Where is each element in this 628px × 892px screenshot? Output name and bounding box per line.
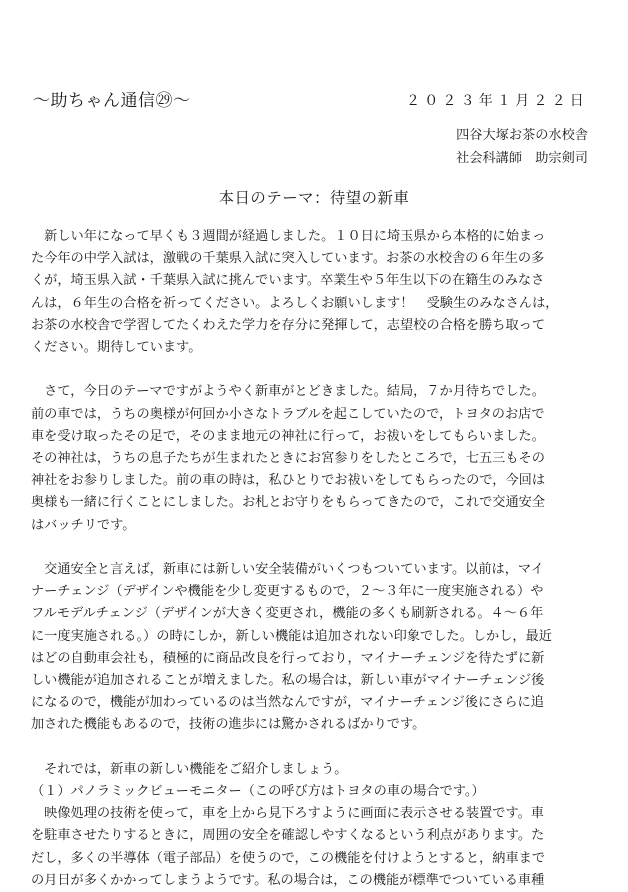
text-line: 新しい年になって早くも３週間が経過しました。１０日に埼玉県から本格的に始まっ — [31, 229, 546, 244]
text-line: 交通安全と言えば，新車には新しい安全装備がいくつもついています。以前は，マイ — [31, 562, 544, 578]
text-line: はどの自動車会社も，積極的に商品改良を行っており，マイナーチェンジを待たずに新 — [31, 650, 545, 666]
school-name: 四谷大塚お茶の水校舎 — [456, 128, 588, 143]
text-line: の月日が多くかかってしまうようです。私の場合は，この機能が標準でついている車種 — [31, 872, 545, 888]
text-line: フルモデルチェンジ（デザインが大きく変更され，機能の多くも刷新される。４～６年 — [31, 606, 544, 622]
text-line: だし，多くの半導体（電子部品）を使うので，この機能を付けようとすると，納車まで — [31, 850, 546, 866]
text-line: その神社は，うちの息子たちが生まれたときにお宮参りをしたところで，七五三もその — [31, 451, 545, 467]
text-line: 加された機能もあるので，技術の進歩には驚かされるばかりです。 — [31, 717, 426, 733]
paragraph-intro — [31, 226, 601, 359]
text-line: 映像処理の技術を使って，車を上から見下ろすように画面に表示させる装置です。車 — [31, 806, 544, 822]
author-block — [456, 124, 588, 170]
newsletter-title: ～助ちゃん通信㉙～ — [33, 91, 191, 111]
text-line: お茶の水校舎で学習してたくわえた学力を存分に発揮して，志望校の合格を勝ち取って — [31, 317, 546, 333]
paragraph-features — [31, 759, 601, 892]
text-line: んは，６年生の合格を祈ってください。よろしくお願いします！ 受験生のみなさんは， — [31, 295, 559, 311]
feature-heading: （１）パノラミックビューモニター（この呼び方はトヨタの車の場合です。） — [31, 784, 485, 800]
text-line: それでは，新車の新しい機能をご紹介しましょう。 — [31, 761, 348, 777]
text-line: くが，埼玉県入試・千葉県入試に挑んでいます。卒業生や５年生以下の在籍生のみなさ — [31, 273, 545, 289]
text-line: 神社をお参りしました。前の車の時は，私ひとりでお祓いをしてもらったので，今回は — [31, 473, 546, 489]
text-line: を駐車させたりするときに，周囲の安全を確認しやすくなるという利点があります。た — [31, 828, 545, 844]
theme-heading: 本日のテーマ：待望の新車 — [218, 189, 410, 207]
paragraph-new-car — [31, 381, 601, 536]
text-line: ナーチェンジ（デザインや機能を少し変更するもので，２～３年に一度実施される）や — [31, 584, 544, 600]
text-line: 前の車では，うちの奥様が何回か小さなトラブルを起こしていたので，トヨタのお店で — [31, 406, 545, 422]
text-line: になるので，機能が加わっているのは当然なんですが，マイナーチェンジ後にさらに追 — [31, 695, 544, 711]
issue-date: ２０２３年１月２２日 — [406, 93, 588, 109]
text-line: に一度実施される。）の時にしか，新しい機能は追加されない印象でした。しかし，最近 — [31, 628, 552, 644]
text-line: 車を受け取ったその足で，そのまま地元の神社に行って，お祓いをしてもらいました。 — [31, 428, 545, 444]
text-line: しい機能が追加されることが増えました。私の場合は，新しい車がマイナーチェンジ後 — [31, 673, 545, 689]
text-line: 奥様も一緒に行くことにしました。お札とお守りをもらってきたので，これで交通安全 — [31, 495, 546, 511]
text-line: はバッチリです。 — [31, 517, 136, 533]
author-name: 社会科講師 助宗剣司 — [456, 151, 588, 166]
text-line: さて，今日のテーマですがようやく新車がとどきました。結局，７か月待ちでした。 — [31, 384, 545, 400]
paragraph-safety — [31, 559, 601, 737]
text-line: た今年の中学入試は，激戦の千葉県入試に突入しています。お茶の水校舎の６年生の多 — [31, 251, 545, 267]
text-line: ください。期待しています。 — [31, 340, 202, 356]
article-body — [31, 226, 601, 892]
